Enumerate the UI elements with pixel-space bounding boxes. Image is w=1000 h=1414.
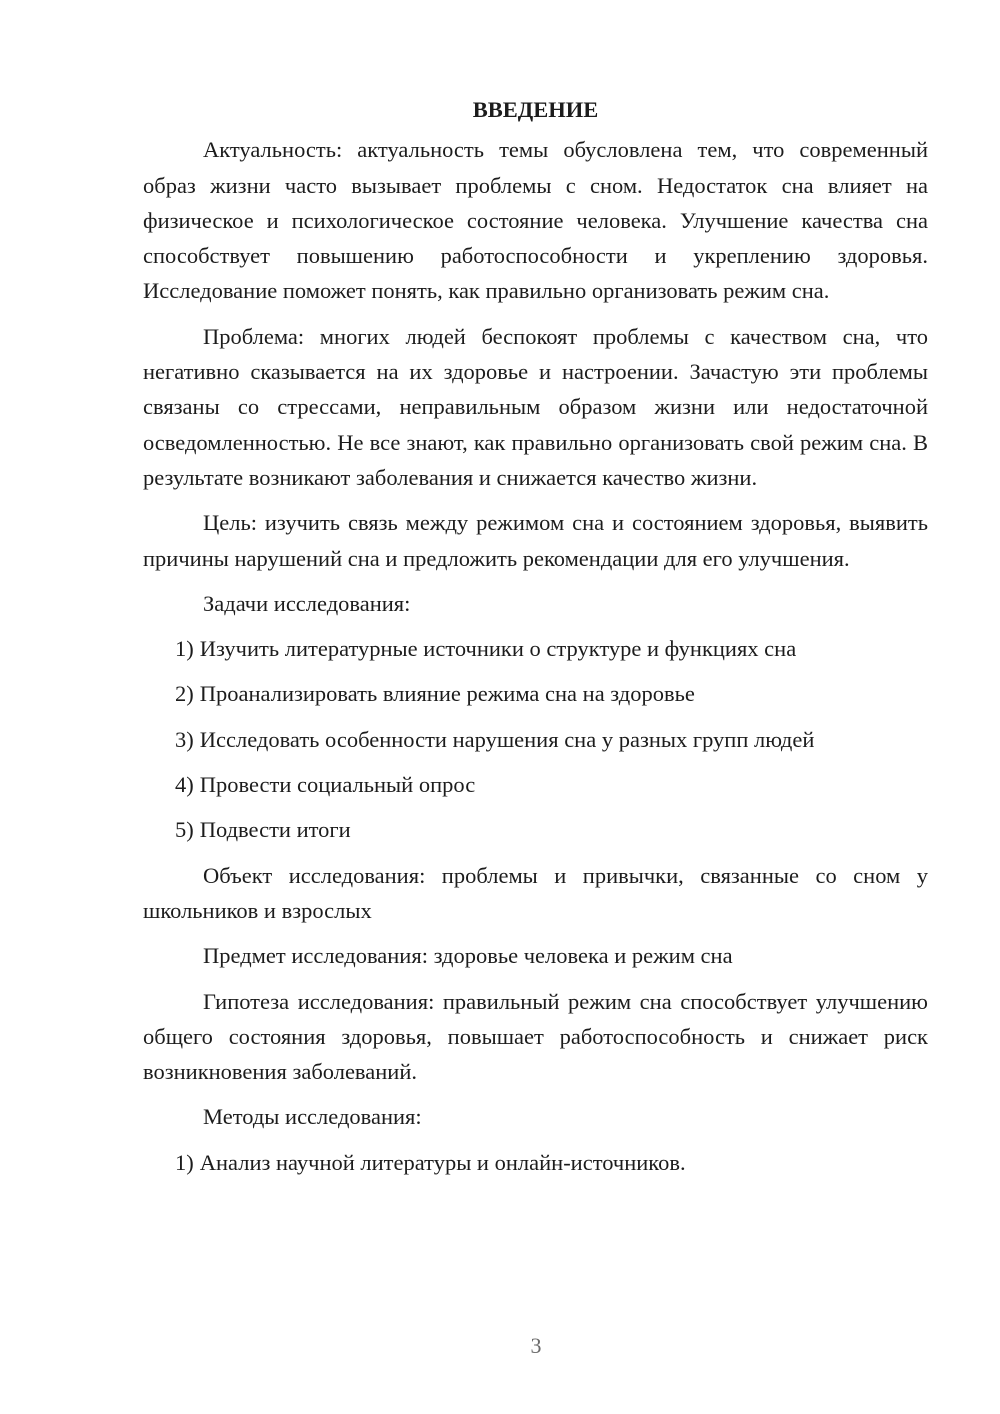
tasks-list [143,631,928,847]
tasks-heading: Задачи исследования: [203,590,411,616]
list-item-text: Проанализировать влияние режима сна на здоровье [199,681,695,707]
list-item [143,1145,928,1180]
relevance-paragraph: Актуальность: актуальность темы обусловлена тем, что современный образ жизни часто вызывает проблемы с сном. Недостаток сна влияет на физическое и психологическое состояние человека. Улучшение качества сна способствует повышению работоспособности и укреплению здоровья. Исследование поможет понять, как правильно организовать режим сна. [143,137,928,304]
list-item-number: 5) [175,817,194,843]
list-item [143,812,928,847]
list-item-text: Исследовать особенности нарушения сна у разных групп людей [199,726,815,752]
list-item-number: 3) [175,726,194,752]
object-paragraph: Объект исследования: проблемы и привычки, связанные со сном у школьников и взрослых [143,862,928,923]
section-title: ВВЕДЕНИЕ [472,97,599,122]
list-item-text: Изучить литературные источники о структуре и функциях сна [199,636,797,662]
list-item-text: Анализ научной литературы и онлайн-источников. [199,1149,686,1175]
list-item-text: Провести социальный опрос [199,772,476,798]
list-item [143,676,928,711]
list-item-text: Подвести итоги [199,817,351,843]
problem-paragraph: Проблема: многих людей беспокоят проблемы с качеством сна, что негативно сказывается на их здоровье и настроении. Зачастую эти проблемы связаны со стрессами, неправильным образом жизни или недостаточной осведомленностью. Не все знают, как правильно организовать свой режим сна. В результате возникают заболевания и снижается качество жизни. [143,323,928,490]
list-item [143,767,928,802]
list-item [143,722,928,757]
list-item [143,631,928,666]
list-item-number: 1) [175,1149,194,1175]
subject-paragraph: Предмет исследования: здоровье человека и режим сна [203,943,733,969]
hypothesis-paragraph: Гипотеза исследования: правильный режим сна способствует улучшению общего состояния здоровья, повышает работоспособность и снижает риск возникновения заболеваний. [143,988,928,1085]
list-item-number: 4) [175,772,194,798]
goal-paragraph: Цель: изучить связь между режимом сна и состоянием здоровья, выявить причины нарушений сна и предложить рекомендации для его улучшения. [143,510,928,571]
methods-heading: Методы исследования: [203,1104,422,1130]
document-page [143,92,928,1190]
page-number: 3 [530,1333,542,1358]
methods-list [143,1145,928,1180]
list-item-number: 1) [175,636,194,662]
list-item-number: 2) [175,681,194,707]
